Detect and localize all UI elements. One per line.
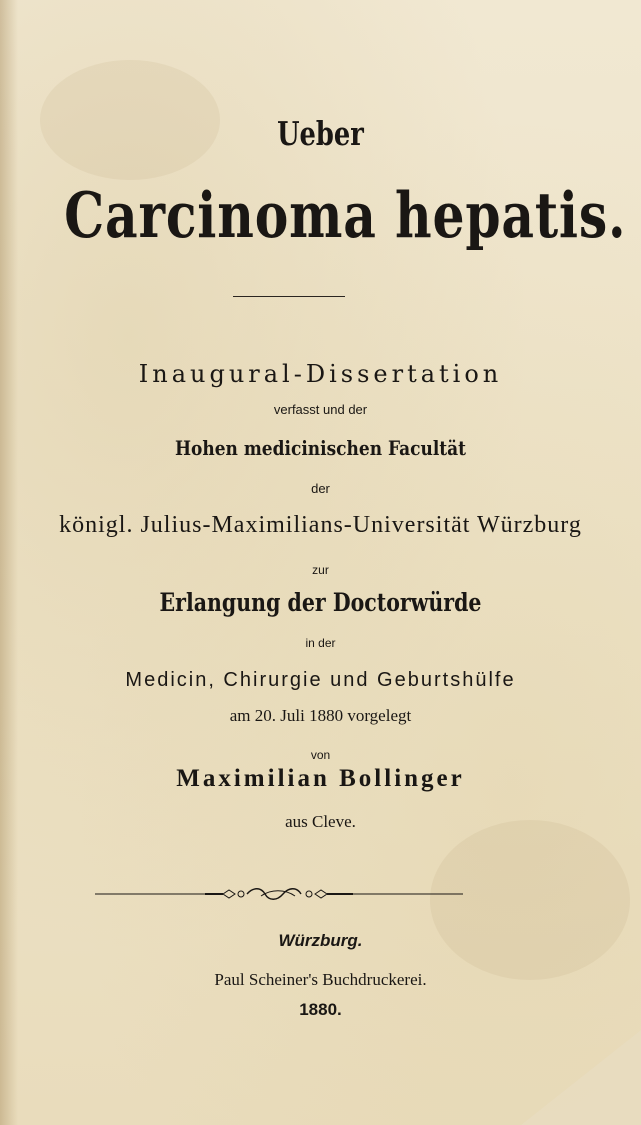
connector-der: der	[311, 481, 330, 496]
connector-in-der: in der	[305, 636, 336, 650]
ornamental-rule	[95, 887, 463, 901]
dissertation-label: Inaugural-Dissertation	[138, 360, 503, 388]
page-title: Carcinoma hepatis.	[64, 178, 627, 252]
publication-year: 1880.	[299, 1000, 342, 1019]
divider-rule	[233, 296, 345, 297]
author-name: Maximilian Bollinger	[176, 765, 465, 792]
faculty-name: Hohen medicinischen Facultät	[174, 436, 467, 460]
authored-phrase: verfasst und der	[273, 402, 368, 417]
author-origin: aus Cleve.	[285, 812, 356, 831]
presentation-date: am 20. Juli 1880 vorgelegt	[229, 706, 412, 725]
connector-zur: zur	[312, 563, 329, 577]
connector-von: von	[310, 748, 331, 762]
printer-name: Paul Scheiner's Buchdruckerei.	[214, 970, 427, 989]
field-of-study: Medicin, Chirurgie und Geburtshülfe	[125, 669, 516, 691]
heading-small: Ueber	[277, 114, 364, 153]
university-name: königl. Julius-Maximilians-Universität Würzburg	[59, 512, 582, 538]
folded-corner	[521, 1030, 641, 1125]
degree-line: Erlangung der Doctorwürde	[159, 588, 482, 617]
publication-city: Würzburg.	[278, 931, 363, 950]
